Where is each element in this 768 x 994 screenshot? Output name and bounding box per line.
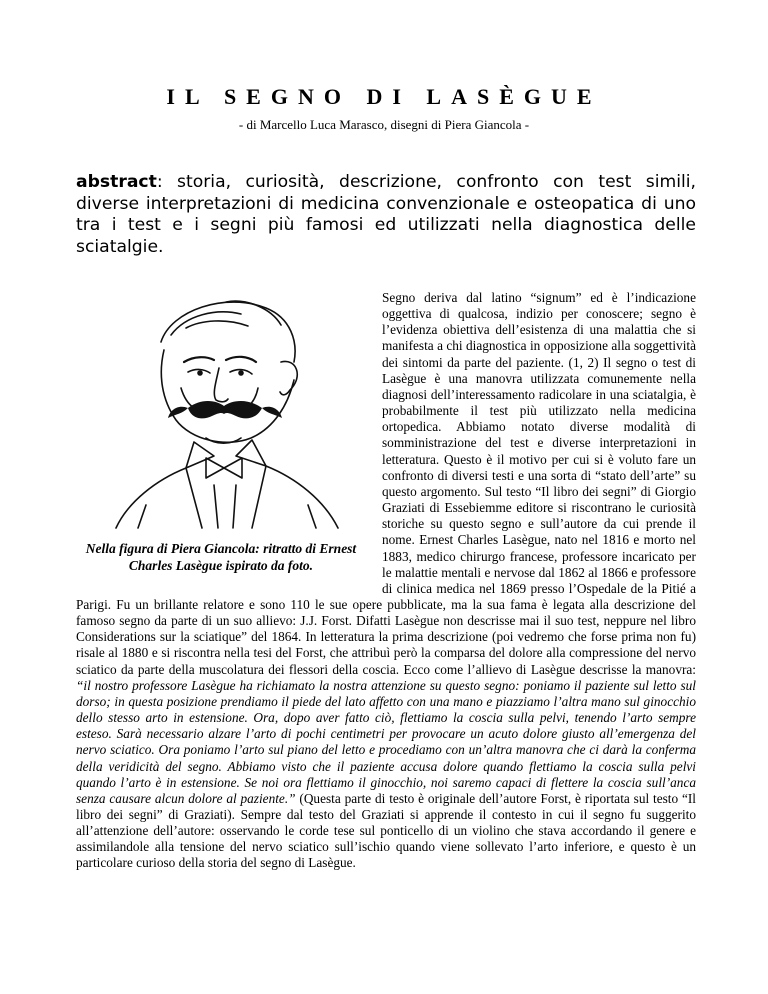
- figure-caption: Nella figura di Piera Giancola: ritratto di Ernest Charles Lasègue ispirato da foto.: [85, 541, 357, 573]
- body-intro: Segno deriva dal latino “signum” ed è l’indicazione oggettiva di qualcosa, indizio per conoscere; segno è l’evidenza obiettiva dell’esistenza di una malattia che si manifesta a chi diagnostica in opposizione alla soggettività dei sintomi da parte del paziente. (1, 2) Il segno o test di Lasègue è una manovra utilizzata comunemente nella diagnosi dell’interessamento radicolare in una sciatalgia, è probabilmente il test più utilizzato nella medicina ortopedica. Abbiamo notato diverse modalità di somministrazione del test e diverse interpretazioni in letteratura. Questo è il motivo per cui si è voluto fare un confronto di diversi testi e una sorta di “stato dell’arte” su questo argomento. Sul testo “Il libro dei segni” di Giorgio Graziati di Essebiemme editore si riscontrano le curiosità storiche su questo segno e sull’autore da cui prende il nome. Ernest Charles Lasègue, nato nel 1816 e morto nel 1883, medico chirurgo francese, professore incaricato per le malattie mentali e nervose dal 1862 al 1866 e professore di clinica medica nel 1869 presso l’Ospedale de la Pitié a Parigi. Fu un brillante relatore e sono 110 le sue opere pubblicate, ma la sua fama è legata alla descrizione del famoso segno da parte di un suo allievo: J.J. Forst. Difatti Lasègue non descrisse mai il suo test, neppure nel libro Considerations sur la sciatique” del 1864. In letteratura la prima descrizione (poi vedremo che forse prima non fu) risale al 1880 e si riscontra nella tesi del Forst, che attribuì però la comparsa del dolore alla compressione del nervo sciatico da parte della muscolatura dei flessori della coscia. Ecco come l’allievo di Lasègue descrisse la manovra:: [76, 290, 696, 677]
- abstract-label: abstract: [76, 172, 157, 192]
- page-title: IL SEGNO DI LASÈGUE: [166, 84, 602, 109]
- forst-quote: “il nostro professore Lasègue ha richiamato la nostra attenzione su questo segno: poniamo il paziente sul letto sul dorso; in questa posizione prendiamo il piede del lato affetto con una mano e piazziamo l’altra mano sul ginocchio dello stesso arto in estensione. Ora, dopo aver fatto ciò, flettiamo la coscia sulla pelvi, tenendo l’arto sempre esteso. Sarà necessario alzare l’arto di pochi centimetri per provocare un acuto dolore giusto all’emergenza del nervo sciatico. Ora poniamo l’arto sul piano del letto e procediamo con un’altra manovra che ci darà la conferma della veridicità del segno. Abbiamo visto che il paziente accusa dolore quando flettiamo la coscia sulla pelvi quando l’arto è in estensione. Se noi ora flettiamo il ginocchio, noi saremo capaci di flettere la coscia sull’anca senza causare alcun dolore al paziente.”: [76, 677, 696, 806]
- abstract-text: : storia, curiosità, descrizione, confronto con test simili, diverse interpretazioni di medicina convenzionale e osteopatica di uno tra i test e i segni più famosi ed utilizzati nella diagnostica delle sciatalgie.: [76, 172, 696, 257]
- figure-spacer: [76, 290, 382, 584]
- body-outro: (Questa parte di testo è originale dell’autore Forst, è riportata sul testo “Il libro dei segni” di Graziati). Sempre dal testo del Graziati si apprende il contesto in cui il segno fu suggerito all’attenzione dell’autore: osservando le corde tese sul ponticello di un violino che stava accordando il genere e assimilandole alla tensione del nervo sciatico sull’ischio quando viene sollevato l’arto inferiore, e questo è un particolare curioso della storia del segno di Lasègue.: [76, 790, 696, 871]
- page-subtitle: - di Marcello Luca Marasco, disegni di Piera Giancola -: [238, 117, 530, 132]
- abstract-paragraph: [76, 172, 696, 258]
- body-text: [76, 290, 696, 872]
